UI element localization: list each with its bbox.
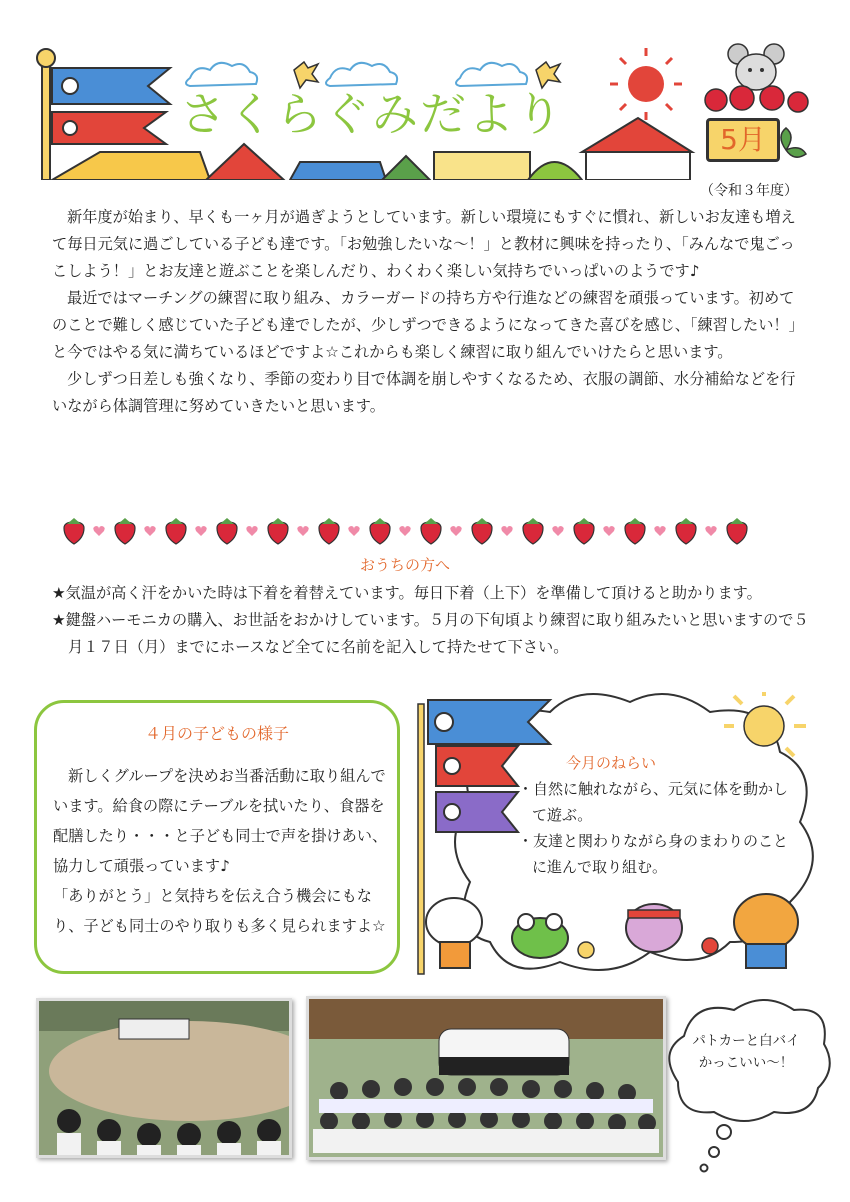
april-paragraph: 「ありがとう」と気持ちを伝え合う機会にもなり、子ども同士のやり取りも多く見られますよ☆: [53, 887, 386, 935]
strawberry-icon: [166, 518, 186, 544]
april-paragraph: 新しくグループを決めお当番活動に取り組んでいます。給食の際にテーブルを拭いたり、食器を配膳したり・・・と子ども同士で声を掛けあい、協力して頑張っています♪: [53, 767, 388, 875]
strawberry-icon: [727, 518, 747, 544]
rabbit-icon: [426, 898, 482, 968]
speech-bubble-text: [676, 1030, 816, 1074]
mouse-icon: [626, 904, 682, 952]
strawberry-icon: [472, 518, 492, 544]
strawberry-icon: [574, 518, 594, 544]
heart-icon: [654, 526, 665, 536]
strawberry-icon: [319, 518, 339, 544]
heart-icon: [603, 526, 614, 536]
home-notice-list: [52, 580, 812, 661]
heart-icon: [246, 526, 257, 536]
strawberry-icon: [64, 518, 84, 544]
carp-streamer-icon: [52, 68, 170, 144]
goals-title: 今月のねらい: [566, 754, 657, 772]
intro-paragraph: 少しずつ日差しも強くなり、季節の変わり目で体調を崩しやすくなるため、衣服の調節、水分補給などを行いながら体調管理に努めていきたいと思います。: [52, 370, 796, 415]
strawberry-icon: [676, 518, 696, 544]
speech-bubble-line: パトカーと白バイ: [692, 1033, 800, 1049]
month-badge: 5月: [706, 118, 780, 162]
sun-icon: [610, 48, 682, 120]
intro-section: [52, 204, 802, 420]
heart-icon: [297, 526, 308, 536]
mouse-icon: [728, 44, 784, 90]
notice-item: ★鍵盤ハーモニカの購入、お世話をおかけしています。５月の下旬頃より練習に取り組みたいと思いますので５月１７日（月）までにホースなど全てに名前を記入して持たせて下さい。: [52, 611, 809, 656]
year-note: （令和３年度）: [700, 183, 798, 199]
heart-icon: [501, 526, 512, 536]
frog-icon: [512, 914, 568, 958]
intro-paragraph: 最近ではマーチングの練習に取り組み、カラーガードの持ち方や行進などの練習を頑張っています。初めてのことで難しく感じていた子ども達でしたが、少しずつできるようになってきた喜びを感じ、「練習したい！」と今ではやる気に満ちているほどですよ☆これからも楽しく練習に取り組んでいけたらと思います。: [52, 289, 797, 361]
heart-icon: [348, 526, 359, 536]
heart-icon: [195, 526, 206, 536]
bear-icon: [734, 894, 798, 968]
heart-icon: [93, 526, 104, 536]
speech-bubble: [664, 996, 834, 1186]
strawberry-divider: [60, 516, 780, 546]
strawberry-icon: [421, 518, 441, 544]
photo-children-with-police-car: [306, 996, 666, 1160]
notice-item: ★気温が高く汗をかいた時は下着を着替えています。毎日下着（上下）を準備して頂けると助かります。: [52, 584, 762, 602]
heart-icon: [450, 526, 461, 536]
goal-item: ・自然に触れながら、元気に体を動かして遊ぶ。: [518, 780, 789, 824]
photo-children-watching: [36, 998, 292, 1158]
heart-icon: [144, 526, 155, 536]
intro-paragraph: 新年度が始まり、早くも一ヶ月が過ぎようとしています。新しい環境にもすぐに慣れ、新しいお友達も増えて毎日元気に過ごしている子ども達です。「お勉強したいな～！」と教材に興味を持ったり、「みんなで鬼ごっこしよう！」とお友達と遊ぶことを楽しんだり、わくわく楽しい気持ちでいっぱいのようです♪: [52, 208, 796, 280]
strawberry-icon: [625, 518, 645, 544]
heart-icon: [552, 526, 563, 536]
goals-list: [518, 776, 788, 880]
strawberry-icon: [268, 518, 288, 544]
april-report-title: ４月の子どもの様子: [144, 724, 289, 743]
strawberry-icon: [217, 518, 237, 544]
newsletter-title: さくらぐみだより: [180, 87, 564, 141]
strawberry-icon: [370, 518, 390, 544]
april-report-box: [34, 700, 400, 974]
april-report-text: [53, 761, 389, 941]
home-notice-title: おうちの方へ: [360, 556, 451, 574]
goal-item: ・友達と関わりながら身のまわりのことに進んで取り組む。: [518, 832, 789, 876]
strawberry-icon: [523, 518, 543, 544]
heart-icon: [705, 526, 716, 536]
speech-bubble-line: かっこいい～！: [698, 1055, 794, 1071]
heart-icon: [399, 526, 410, 536]
strawberry-icon: [115, 518, 135, 544]
leaf-icon: [781, 128, 806, 157]
